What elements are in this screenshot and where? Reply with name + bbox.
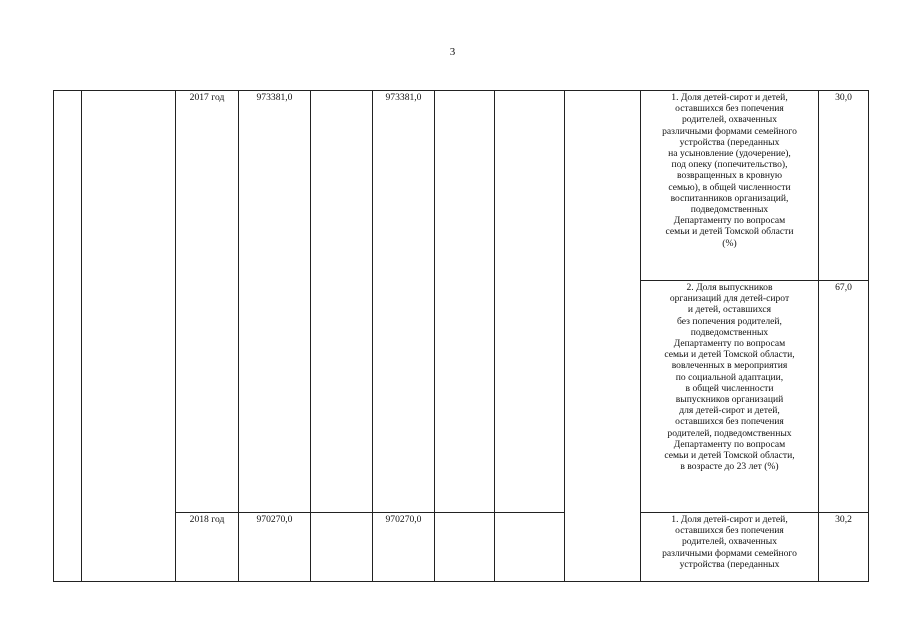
table-row bbox=[54, 91, 869, 281]
empty-cell bbox=[435, 513, 495, 582]
indicator-value-cell: 30,0 bbox=[819, 91, 869, 281]
empty-cell bbox=[435, 91, 495, 513]
empty-cell bbox=[495, 91, 565, 513]
year-cell: 2018 год bbox=[176, 513, 239, 582]
program-funding-table bbox=[53, 90, 869, 582]
year-cell: 2017 год bbox=[176, 91, 239, 513]
empty-cell bbox=[82, 91, 176, 582]
page-number: 3 bbox=[449, 46, 456, 58]
total-amount-cell: 970270,0 bbox=[239, 513, 311, 582]
empty-cell bbox=[311, 513, 373, 582]
empty-cell bbox=[311, 91, 373, 513]
empty-cell bbox=[565, 91, 641, 582]
indicator-value-cell: 30,2 bbox=[819, 513, 869, 582]
indicator-text: 2. Доля выпускников организаций для детей-сирот и детей, оставшихся без попечения родителей, подведомственных Департаменту по вопросам семьи и детей Томской области, вовлеченных в мероприятия по социальной адаптации, в общей численности выпускников организаций для детей-сирот и детей, оставшихся без попечения родителей, подведомственных Департаменту по вопросам семьи и детей Томской области, в возрасте до 23 лет (%) bbox=[664, 282, 795, 473]
indicator-cell bbox=[641, 513, 819, 582]
indicator-value-cell: 67,0 bbox=[819, 281, 869, 513]
indicator-cell bbox=[641, 281, 819, 513]
regional-budget-cell: 973381,0 bbox=[373, 91, 435, 513]
empty-cell bbox=[495, 513, 565, 582]
indicator-cell bbox=[641, 91, 819, 281]
table-row bbox=[54, 513, 869, 582]
indicator-text: 1. Доля детей-сирот и детей, оставшихся без попечения родителей, охваченных различными формами семейного устройства (переданных bbox=[662, 514, 797, 570]
indicator-text: 1. Доля детей-сирот и детей, оставшихся без попечения родителей, охваченных различными формами семейного устройства (переданных на усыновление (удочерение), под опеку (попечительство), возвращенных в кровную семью), в общей численности воспитанников организаций, подведомственных Департаменту по вопросам семьи и детей Томской области (%) bbox=[662, 92, 797, 249]
total-amount-cell: 973381,0 bbox=[239, 91, 311, 513]
regional-budget-cell: 970270,0 bbox=[373, 513, 435, 582]
empty-cell bbox=[54, 91, 82, 582]
